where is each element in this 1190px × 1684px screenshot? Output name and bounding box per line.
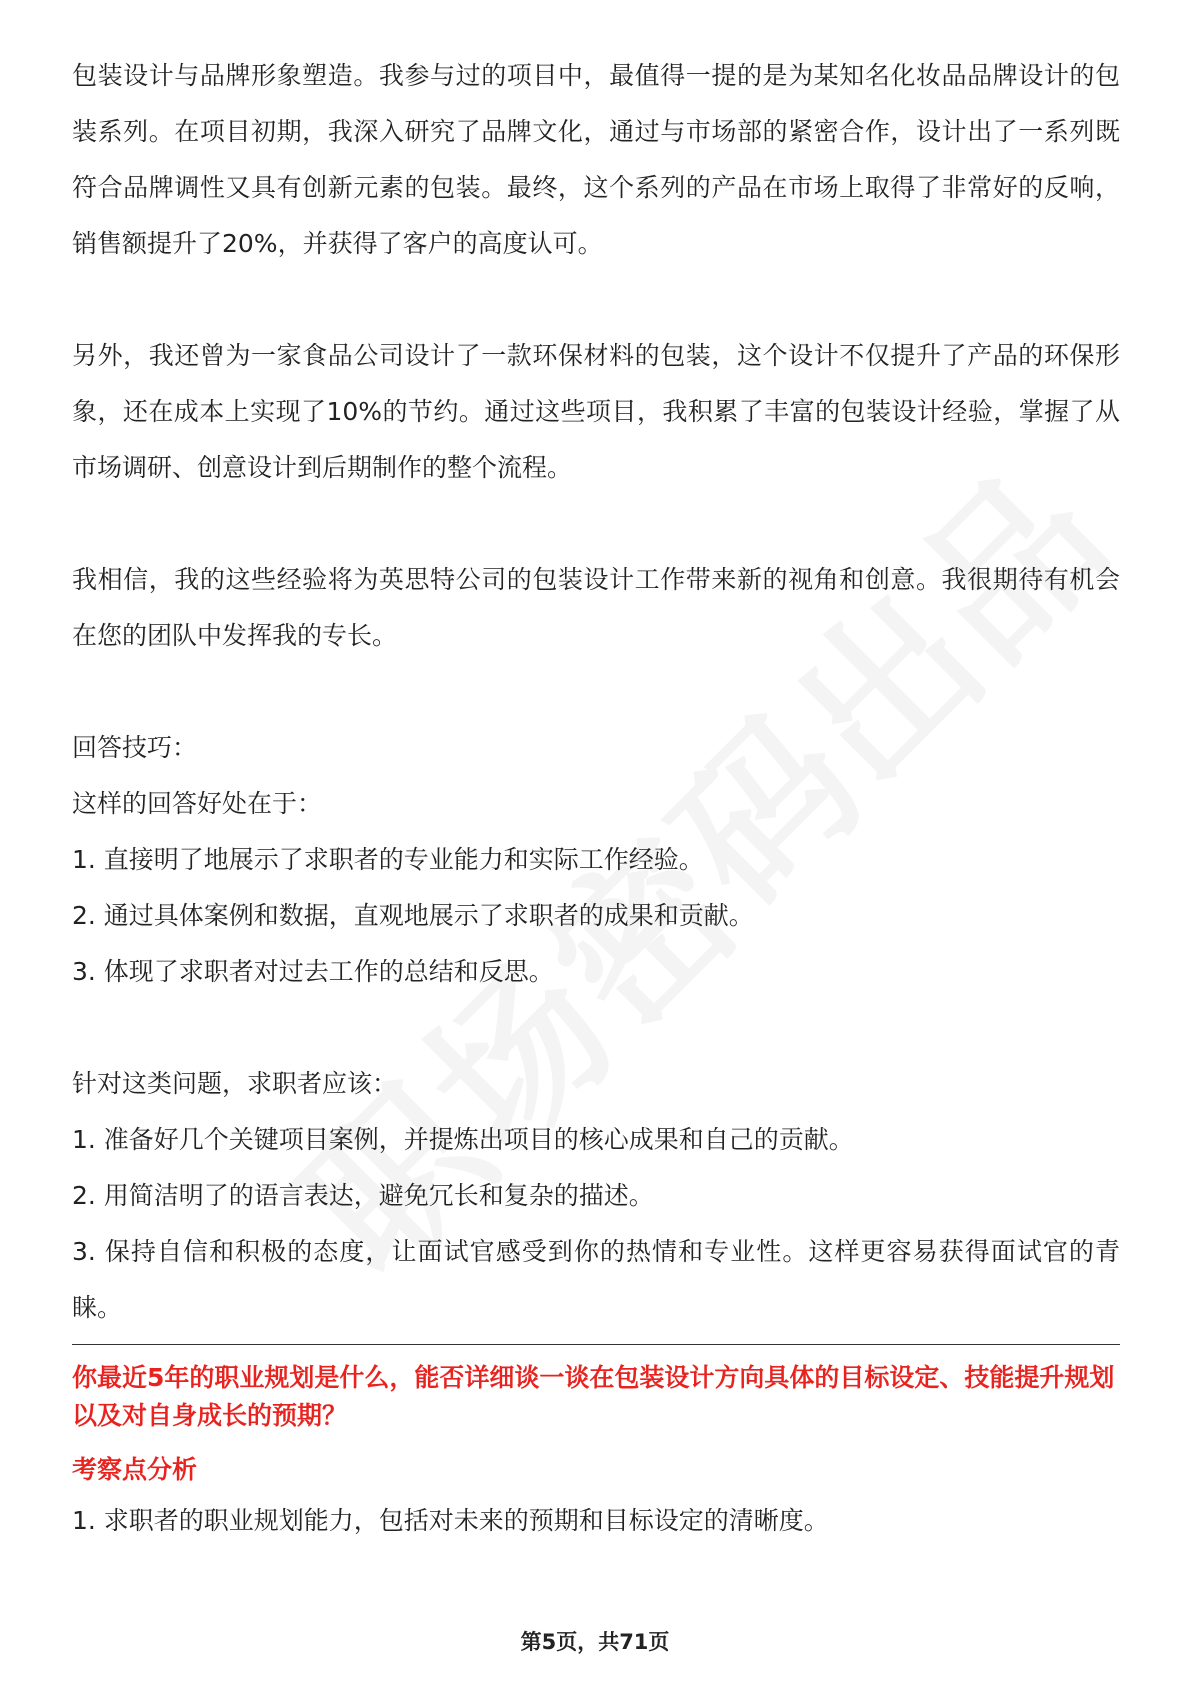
advice-item-1: 1. 准备好几个关键项目案例，并提炼出项目的核心成果和自己的贡献。 [72,1125,854,1154]
tips-item-1: 1. 直接明了地展示了求职者的专业能力和实际工作经验。 [72,845,704,874]
section-divider [72,1344,1120,1345]
advice-intro: 针对这类问题，求职者应该： [72,1069,398,1098]
body-paragraph-2: 另外，我还曾为一家食品公司设计了一款环保材料的包装，这个设计不仅提升了产品的环保形象，还在成本上实现了10%的节约。通过这些项目，我积累了丰富的包装设计经验，掌握了从市场调研、创意设计到后期制作的整个流程。 [72,341,1120,482]
analysis-heading: 考察点分析 [72,1455,198,1484]
advice-item-3: 3. 保持自信和积极的态度，让面试官感受到你的热情和专业性。这样更容易获得面试官的青睐。 [72,1237,1120,1322]
paragraph-gap [72,272,1120,328]
tips-item-3: 3. 体现了求职者对过去工作的总结和反思。 [72,957,554,986]
paragraph-gap [72,664,1120,720]
document-page [72,48,1120,1549]
analysis-item-1: 1. 求职者的职业规划能力，包括对未来的预期和目标设定的清晰度。 [72,1506,829,1535]
advice-item-2: 2. 用简洁明了的语言表达，避免冗长和复杂的描述。 [72,1181,654,1210]
tips-intro: 这样的回答好处在于： [72,789,323,818]
body-paragraph-3: 我相信，我的这些经验将为英思特公司的包装设计工作带来新的视角和创意。我很期待有机会在您的团队中发挥我的专长。 [72,565,1120,650]
paragraph-gap [72,1000,1120,1056]
next-question: 你最近5年的职业规划是什么，能否详细谈一谈在包装设计方向具体的目标设定、技能提升规划以及对自身成长的预期？ [72,1363,1115,1430]
body-paragraph-1: 包装设计与品牌形象塑造。我参与过的项目中，最值得一提的是为某知名化妆品品牌设计的包装系列。在项目初期，我深入研究了品牌文化，通过与市场部的紧密合作，设计出了一系列既符合品牌调性又具有创新元素的包装。最终，这个系列的产品在市场上取得了非常好的反响，销售额提升了20%，并获得了客户的高度认可。 [72,61,1120,258]
page-number: 第5页，共71页 [520,1630,670,1654]
tips-item-2: 2. 通过具体案例和数据，直观地展示了求职者的成果和贡献。 [72,901,754,930]
paragraph-gap [72,496,1120,552]
tips-heading: 回答技巧： [72,733,198,762]
